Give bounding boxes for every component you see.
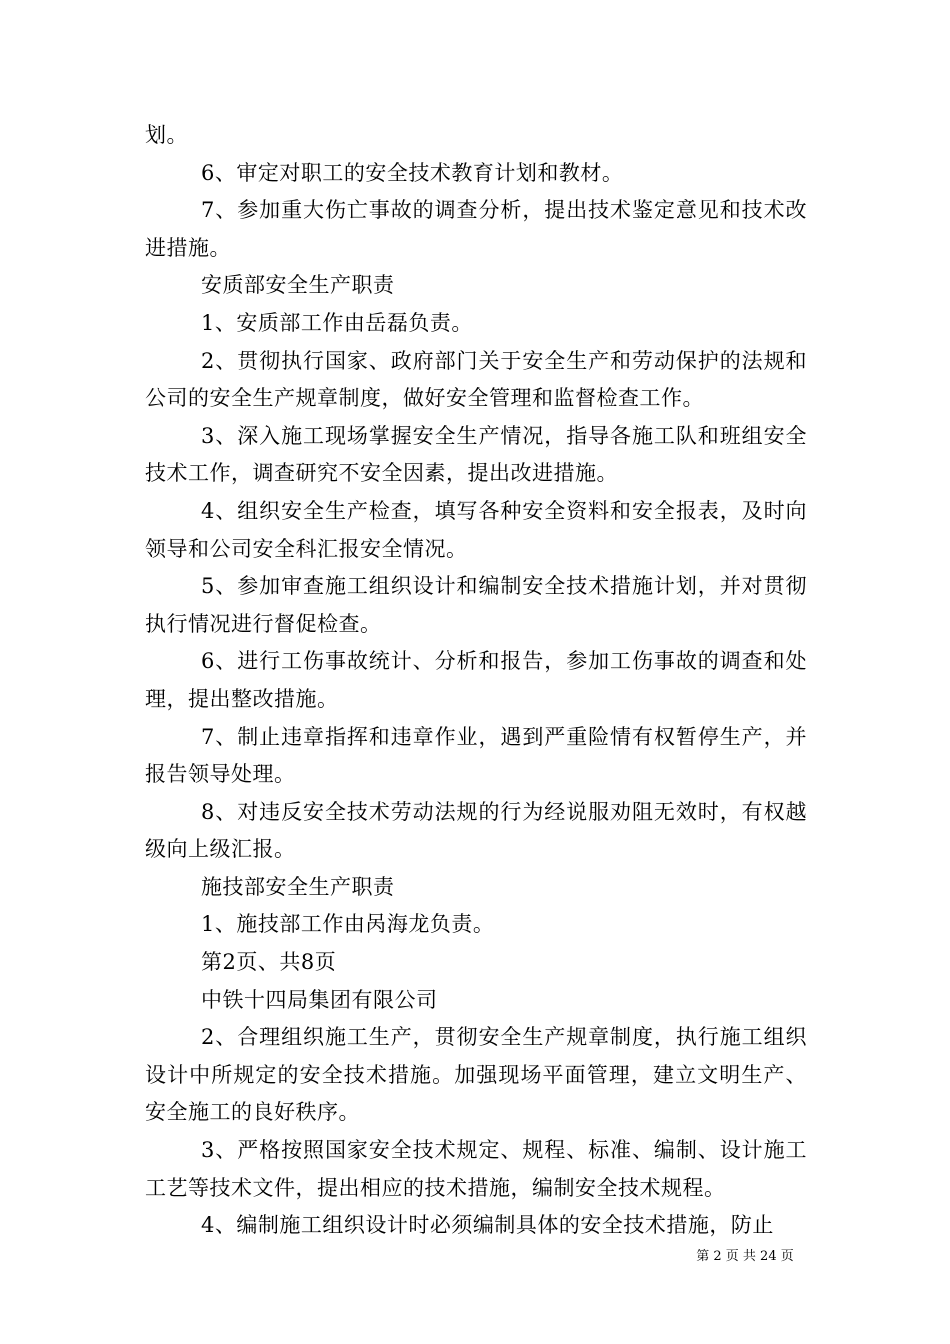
paragraph-10: 7、制止违章指挥和违章作业，遇到严重险情有权暂停生产，并报告领导处理。 [145,724,807,787]
paragraph-9: 6、进行工伤事故统计、分析和报告，参加工伤事故的调查和处理，提出整改措施。 [145,649,807,711]
paragraph-4: 1、安质部工作由岳磊负责。 [201,310,473,335]
section-heading-shiji: 施技部安全生产职责 [201,874,395,899]
paragraph-13: 1、施技部工作由呙海龙负责。 [201,912,495,937]
paragraph-5: 2、贯彻执行国家、政府部门关于安全生产和劳动保护的法规和公司的安全生产规章制度，做好安全管理和监督检查工作。 [145,348,807,411]
paragraph-8: 5、参加审查施工组织设计和编制安全技术措施计划，并对贯彻执行情况进行督促检查。 [145,574,807,636]
inline-page-marker: 第2页、共8页 [201,950,337,975]
paragraph-2: 7、参加重大伤亡事故的调查分析，提出技术鉴定意见和技术改进措施。 [145,198,807,260]
paragraph-16: 2、合理组织施工生产，贯彻安全生产规章制度，执行施工组织设计中所规定的安全技术措施。加强现场平面管理，建立文明生产、安全施工的良好秩序。 [145,1025,807,1125]
page-footer [0,1248,950,1266]
section-heading-anzhi: 安质部安全生产职责 [201,273,395,298]
paragraph-6: 3、深入施工现场掌握安全生产情况，指导各施工队和班组安全技术工作，调查研究不安全因素，提出改进措施。 [145,423,807,486]
paragraph-17: 3、严格按照国家安全技术规定、规程、标准、编制、设计施工工艺等技术文件，提出相应的技术措施，编制安全技术规程。 [145,1138,807,1200]
company-name: 中铁十四局集团有限公司 [201,987,438,1012]
paragraph-11: 8、对违反安全技术劳动法规的行为经说服劝阻无效时，有权越级向上级汇报。 [145,799,807,862]
paragraph-0: 划。 [145,123,188,147]
document-body [145,117,807,1245]
paragraph-18: 4、编制施工组织设计时必须编制具体的安全技术措施，防止 [201,1213,774,1238]
paragraph-7: 4、组织安全生产检查，填写各种安全资料和安全报表，及时向领导和公司安全科汇报安全情况。 [145,498,807,561]
page-number-label: 第 2 页 共 24 页 [696,1249,794,1264]
paragraph-1: 6、审定对职工的安全技术教育计划和教材。 [201,160,624,185]
